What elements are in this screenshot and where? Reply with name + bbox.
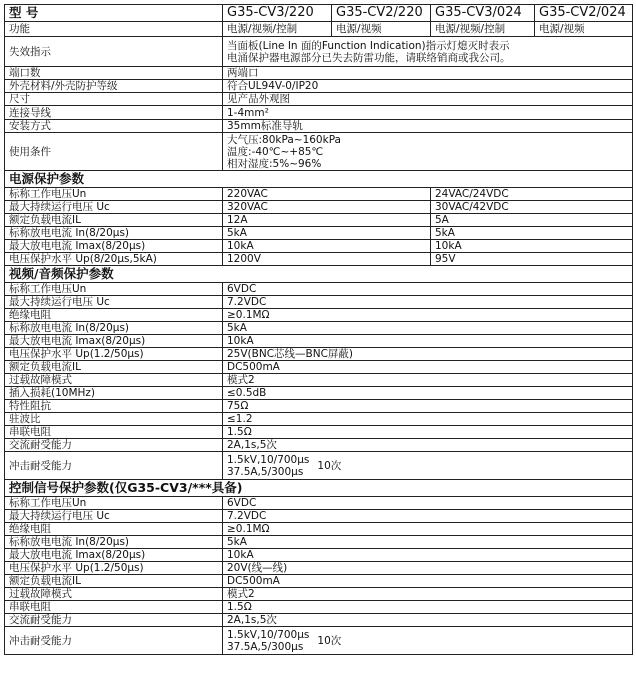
control-param-label: 标称放电电流 In(8/20μs) [5,536,223,549]
video-row [5,335,633,348]
control-param-value: 6VDC [223,497,633,510]
control-param-value: 模式2 [223,588,633,601]
general-value: 符合UL94V-0/IP20 [223,80,633,93]
video-param-label: 驻波比 [5,413,223,426]
video-param-value: 1.5Ω [223,426,633,439]
video-param-label: 电压保护水平 Up(1.2/50μs) [5,348,223,361]
failure-row [5,37,633,67]
video-section-row [5,266,633,283]
general-label: 连接导线 [5,106,223,120]
control-row [5,549,633,562]
video-param-label: 绝缘电阻 [5,309,223,322]
video-row [5,426,633,439]
general-row [5,93,633,106]
video-row [5,361,633,374]
power-section-row [5,171,633,188]
video-param-value: 10kA [223,335,633,348]
failure-label: 失效指示 [5,37,223,67]
power-value-220: 10kA [223,240,431,253]
control-param-label: 交流耐受能力 [5,614,223,627]
control-param-label: 串联电阻 [5,601,223,614]
power-value-220: 12A [223,214,431,227]
control-param-value: 5kA [223,536,633,549]
power-param-label: 标称放电电流 In(8/20μs) [5,227,223,240]
power-row [5,240,633,253]
video-impulse-label: 冲击耐受能力 [5,452,223,480]
power-param-label: 最大放电电流 Imax(8/20μs) [5,240,223,253]
control-impulse-line-1: 1.5kV,10/700μs [227,628,310,641]
control-impulse-times: 10次 [317,634,342,647]
video-section-title: 视频/音频保护参数 [5,266,633,283]
control-param-value: ≥0.1MΩ [223,523,633,536]
video-param-value: 7.2VDC [223,296,633,309]
video-param-value: ≤1.2 [223,413,633,426]
conditions-humidity: 相对湿度:5%~96% [227,157,322,170]
control-impulse-row [5,627,633,655]
control-param-label: 最大持续运行电压 Uc [5,510,223,523]
conditions-pressure: 大气压:80kPa~160kPa [227,133,341,146]
video-impulse-row [5,452,633,480]
video-row [5,439,633,452]
control-impulse-value [223,627,633,655]
control-impulse-label: 冲击耐受能力 [5,627,223,655]
header-row [5,5,633,22]
model-cv3-220: G35-CV3/220 [223,5,332,22]
power-value-024: 10kA [431,240,633,253]
video-row [5,400,633,413]
video-row [5,348,633,361]
control-param-value: DC500mA [223,575,633,588]
video-param-label: 标称放电电流 In(8/20μs) [5,322,223,335]
video-param-label: 最大放电电流 Imax(8/20μs) [5,335,223,348]
control-param-value: 7.2VDC [223,510,633,523]
model-cv2-220: G35-CV2/220 [332,5,431,22]
spec-table [4,4,633,655]
failure-line-2: 电涌保护器电源部分已失去防雷功能，请联络销商或我公司。 [227,51,511,64]
power-value-024: 5kA [431,227,633,240]
power-value-220: 220VAC [223,188,431,201]
power-value-220: 320VAC [223,201,431,214]
video-param-value: ≥0.1MΩ [223,309,633,322]
video-param-label: 标称工作电压Un [5,283,223,296]
video-param-label: 插入损耗(10MHz) [5,387,223,400]
control-row [5,562,633,575]
control-param-value: 20V(线—线) [223,562,633,575]
video-row [5,374,633,387]
control-param-label: 额定负载电流IL [5,575,223,588]
video-param-label: 最大持续运行电压 Uc [5,296,223,309]
control-row [5,510,633,523]
power-value-220: 5kA [223,227,431,240]
power-row [5,201,633,214]
power-value-024: 95V [431,253,633,266]
power-section-title: 电源保护参数 [5,171,633,188]
general-row [5,67,633,80]
power-value-024: 30VAC/42VDC [431,201,633,214]
general-row [5,80,633,93]
power-value-024: 24VAC/24VDC [431,188,633,201]
control-param-label: 过载故障模式 [5,588,223,601]
failure-text [223,37,633,67]
power-value-220: 1200V [223,253,431,266]
power-row [5,253,633,266]
control-param-value: 10kA [223,549,633,562]
model-cv2-024: G35-CV2/024 [535,5,633,22]
power-param-label: 标称工作电压Un [5,188,223,201]
function-cv2-024: 电源/视频 [535,22,633,37]
power-row [5,227,633,240]
video-row [5,283,633,296]
general-label: 安装方式 [5,120,223,133]
video-param-value: ≤0.5dB [223,387,633,400]
video-param-value: DC500mA [223,361,633,374]
failure-line-1: 当面板(Line In 面的Function Indication)指示灯熄灭时表示 [227,39,510,52]
general-value: 1-4mm² [223,106,633,120]
video-param-label: 额定负载电流IL [5,361,223,374]
video-impulse-value [223,452,633,480]
power-param-label: 额定负载电流IL [5,214,223,227]
video-param-value: 5kA [223,322,633,335]
general-label: 尺寸 [5,93,223,106]
function-label: 功能 [5,22,223,37]
power-value-024: 5A [431,214,633,227]
control-row [5,601,633,614]
power-row [5,188,633,201]
control-param-label: 电压保护水平 Up(1.2/50μs) [5,562,223,575]
video-param-label: 过载故障模式 [5,374,223,387]
video-param-value: 模式2 [223,374,633,387]
control-param-label: 绝缘电阻 [5,523,223,536]
conditions-label: 使用条件 [5,133,223,171]
video-param-value: 25V(BNC芯线—BNC屏蔽) [223,348,633,361]
video-row [5,387,633,400]
power-param-label: 最大持续运行电压 Uc [5,201,223,214]
control-row [5,575,633,588]
control-param-label: 标称工作电压Un [5,497,223,510]
function-cv2-220: 电源/视频 [332,22,431,37]
model-label: 型 号 [5,5,223,22]
control-impulse-line-2: 37.5A,5/300μs [227,640,304,653]
control-section-row [5,480,633,497]
video-impulse-line-2: 37.5A,5/300μs [227,465,304,478]
general-value: 两端口 [223,67,633,80]
video-param-label: 特性阻抗 [5,400,223,413]
control-param-value: 2A,1s,5次 [223,614,633,627]
video-impulse-times: 10次 [317,459,342,472]
video-param-value: 6VDC [223,283,633,296]
control-param-value: 1.5Ω [223,601,633,614]
general-label: 端口数 [5,67,223,80]
general-value: 见产品外观图 [223,93,633,106]
function-row [5,22,633,37]
control-row [5,536,633,549]
control-section-title: 控制信号保护参数(仅G35-CV3/***具备) [5,480,633,497]
general-row [5,120,633,133]
control-row [5,614,633,627]
control-row [5,497,633,510]
model-cv3-024: G35-CV3/024 [431,5,535,22]
general-value: 35mm标准导轨 [223,120,633,133]
video-param-value: 75Ω [223,400,633,413]
conditions-values [223,133,633,171]
function-cv3-220: 电源/视频/控制 [223,22,332,37]
control-param-label: 最大放电电流 Imax(8/20μs) [5,549,223,562]
video-row [5,309,633,322]
conditions-row [5,133,633,171]
control-row [5,523,633,536]
general-row [5,106,633,120]
power-param-label: 电压保护水平 Up(8/20μs,5kA) [5,253,223,266]
video-param-label: 串联电阻 [5,426,223,439]
video-row [5,413,633,426]
video-row [5,322,633,335]
video-row [5,296,633,309]
video-param-label: 交流耐受能力 [5,439,223,452]
control-row [5,588,633,601]
video-impulse-line-1: 1.5kV,10/700μs [227,453,310,466]
conditions-temperature: 温度:-40℃~+85℃ [227,145,324,158]
function-cv3-024: 电源/视频/控制 [431,22,535,37]
general-label: 外壳材料/外壳防护等级 [5,80,223,93]
power-row [5,214,633,227]
video-param-value: 2A,1s,5次 [223,439,633,452]
